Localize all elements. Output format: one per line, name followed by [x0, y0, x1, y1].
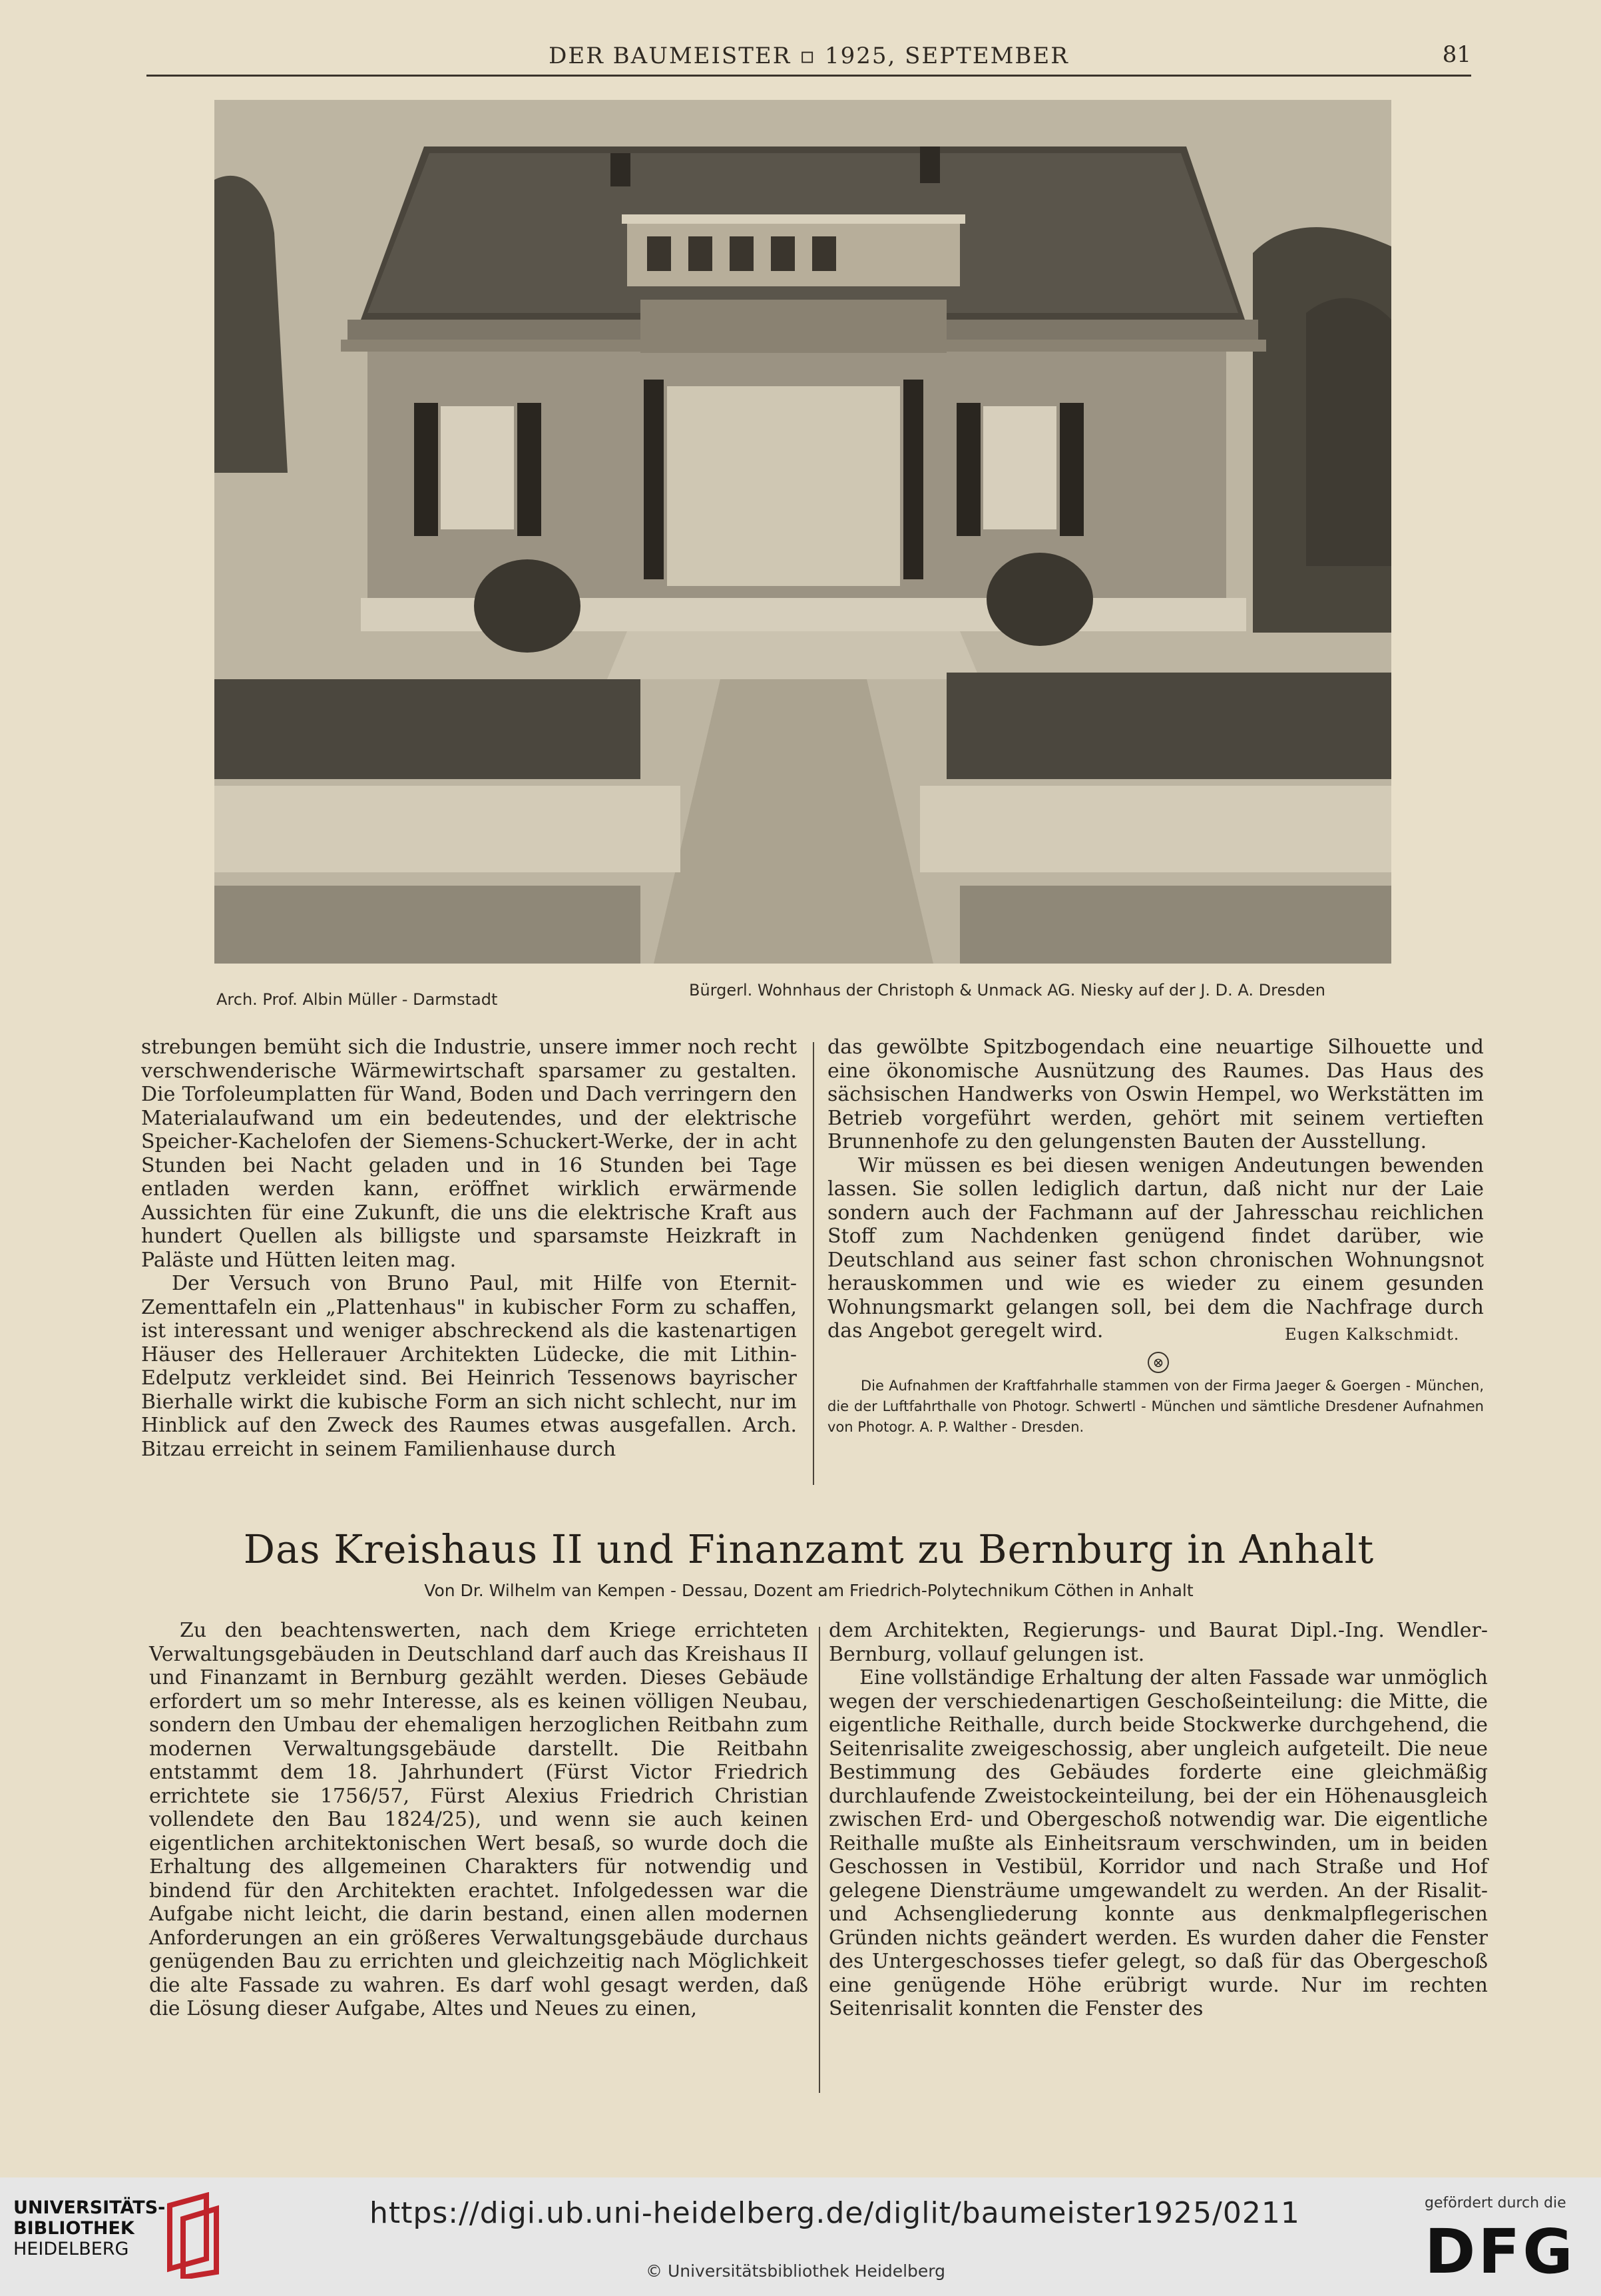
running-title: DER BAUMEISTER ▫ 1925, SEPTEMBER — [549, 43, 1069, 69]
paragraph: Eine vollständige Erhaltung der alten Fassade war unmöglich wegen der verschiedenartigen Geschoßeinteilung: die Mitte, die eigentliche Reithalle, durch beide Stockwerke durchgehend, die Seitenrisalite zweigeschossig, aber ungleich aufgeteilt. Die neue Bestimmung des Gebäudes forderte eine gleichmäßig durchlaufende Zweistockeinteilung, bei der ein Höhenausgleich zwischen Erd- und Obergeschoß notwendig war. Die eigentliche Reithalle mußte als Einheitsraum verschwinden, um in beiden Geschossen in Vestibül, Korridor und nach Straße und Hof gelegene Diensträume umgewandelt zu werden. An der Risalit- und Achsengliederung konnte aus denkmalpflegerischen Gründen nichts geändert werden. Es wurden daher die Fenster des Untergeschosses tiefer gelegt, so daß für das Obergeschoß eine genügende Höhe erübrigt wurde. Nur im rechten Seitenrisalit konnten die Fenster des — [829, 1666, 1488, 2020]
column-divider — [813, 1042, 814, 1485]
page-number: 81 — [1442, 41, 1471, 68]
permalink-url[interactable]: https://digi.ub.uni-heidelberg.de/diglit/baumeister1925/0211 — [369, 2196, 1300, 2230]
photo-caption: Bürgerl. Wohnhaus der Christoph & Unmack AG. Niesky auf der J. D. A. Dresden — [689, 981, 1325, 1000]
dfg-logo: DFG — [1425, 2216, 1576, 2287]
copyright-notice: © Universitätsbibliothek Heidelberg — [646, 2261, 946, 2281]
running-head — [146, 37, 1471, 77]
author-signature: Eugen Kalkschmidt. — [1285, 1325, 1460, 1344]
paragraph: dem Architekten, Regierungs- und Baurat Dipl.-Ing. Wendler-Bernburg, vollauf gelungen ist. — [829, 1619, 1488, 1666]
section-mark: ⊗ — [1148, 1352, 1169, 1373]
library-line: UNIVERSITÄTS- — [13, 2197, 166, 2218]
upper-left-column — [141, 1035, 797, 1461]
lower-left-column — [149, 1619, 808, 2021]
article-title: Das Kreishaus II und Finanzamt zu Bernburg in Anhalt — [243, 1526, 1375, 1572]
library-emblem-icon — [160, 2192, 220, 2279]
paragraph: Zu den beachtenswerten, nach dem Kriege errichteten Verwaltungsgebäuden in Deutschland darf auch das Kreishaus II und Finanzamt in Bernburg gezählt werden. Dieses Gebäude erfordert um so mehr Interesse, als es keinen völligen Neubau, sondern den Umbau der ehemaligen herzoglichen Reitbahn zum modernen Verwaltungsgebäude darstellt. Die Reitbahn entstammt dem 18. Jahrhundert (Fürst Victor Friedrich errichtete sie 1756/57, Fürst Alexius Friedrich Christian vollendete den Bau 1824/25), und wenn sie auch keinen eigentlichen architektonischen Wert besaß, so wurde doch die Erhaltung des allgemeinen Charakters für notwendig und bindend für den Architekten erachtet. Infolgedessen war die Aufgabe nicht leicht, die darin bestand, einen allen modernen Anforderungen an ein größeres Verwaltungsgebäude durchaus genügenden Bau zu errichten und gleichzeitig nach Möglichkeit die alte Fassade zu wahren. Es darf wohl gesagt werden, daß die Lösung dieser Aufgabe, Altes und Neues zu einen, — [149, 1619, 808, 2020]
library-line: HEIDELBERG — [13, 2239, 129, 2259]
credits-text: Die Aufnahmen der Kraftfahrhalle stammen von der Firma Jaeger & Goergen - München, die der Luftfahrthalle von Photogr. Schwertl - München und sämtliche Dresdener Aufnahmen von Photogr. A. P. Walther - Dresden. — [827, 1378, 1484, 1435]
funding-note: gefördert durch die — [1425, 2195, 1566, 2211]
photo-credit-architect: Arch. Prof. Albin Müller - Darmstadt — [216, 990, 498, 1009]
paragraph: Der Versuch von Bruno Paul, mit Hilfe von Eternit-Zementtafeln ein „Plattenhaus" in kubischer Form zu schaffen, ist interessant und weniger abschreckend als die kastenartigen Häuser des Hellerauer Architekten Lüdecke, die mit Lithin-Edelputz verkleidet sind. Bei Heinrich Tessenows bayrischer Bierhalle wirkt die kubische Form an sich nicht schlecht, nur im Hinblick auf den Zweck des Raumes etwas ausgefallen. Arch. Bitzau erreicht in seinem Familienhause durch — [141, 1272, 797, 1461]
paragraph: Wir müssen es bei diesen wenigen Andeutungen bewenden lassen. Sie sollen lediglich dartun, daß nicht nur der Laie sondern auch der Fachmann auf der Jahresschau reichlichen Stoff zum Nachdenken genügend findet darüber, wie Deutschland aus seiner fast schon chronischen Wohnungsnot herauskommen und wie es wieder zu einem gesunden Wohnungsmarkt gelangen soll, bei dem die Nachfrage durch das Angebot geregelt wird. — [827, 1153, 1484, 1342]
library-line: BIBLIOTHEK — [13, 2218, 134, 2239]
viewer-footer — [0, 2177, 1601, 2296]
lower-right-column — [829, 1619, 1488, 2021]
house-photo-illustration — [214, 100, 1391, 964]
upper-right-column — [827, 1035, 1484, 1343]
article-byline: Von Dr. Wilhelm van Kempen - Dessau, Dozent am Friedrich-Polytechnikum Cöthen in Anhalt — [424, 1581, 1194, 1600]
photo-credits-note — [827, 1376, 1484, 1438]
house-photograph — [214, 100, 1391, 964]
library-logo-text — [13, 2197, 165, 2259]
paragraph: strebungen bemüht sich die Industrie, unsere immer noch recht verschwenderische Wärmewirtschaft sparsamer zu gestalten. Die Torfoleumplatten für Wand, Boden und Dach verringern den Materialaufwand um ein bedeutendes, und der elektrische Speicher-Kachelofen der Siemens-Schuckert-Werke, der in acht Stunden bei Nacht geladen und in 16 Stunden bei Tage entladen werden kann, eröffnet wirklich erwärmende Aussichten für eine Zukunft, die uns die elektrische Kraft aus hundert Quellen als billigste und sparsamste Heizkraft in Paläste und Hütten leiten mag. — [141, 1035, 797, 1272]
column-divider — [819, 1627, 820, 2093]
paragraph: das gewölbte Spitzbogendach eine neuartige Silhouette und eine ökonomische Ausnützung des Raumes. Das Haus des sächsischen Handwerks von Oswin Hempel, wo Werkstätten im Betrieb vorgeführt werden, gehört mit seinem vertieften Brunnenhofe zu den gelungensten Bauten der Ausstellung. — [827, 1035, 1484, 1153]
